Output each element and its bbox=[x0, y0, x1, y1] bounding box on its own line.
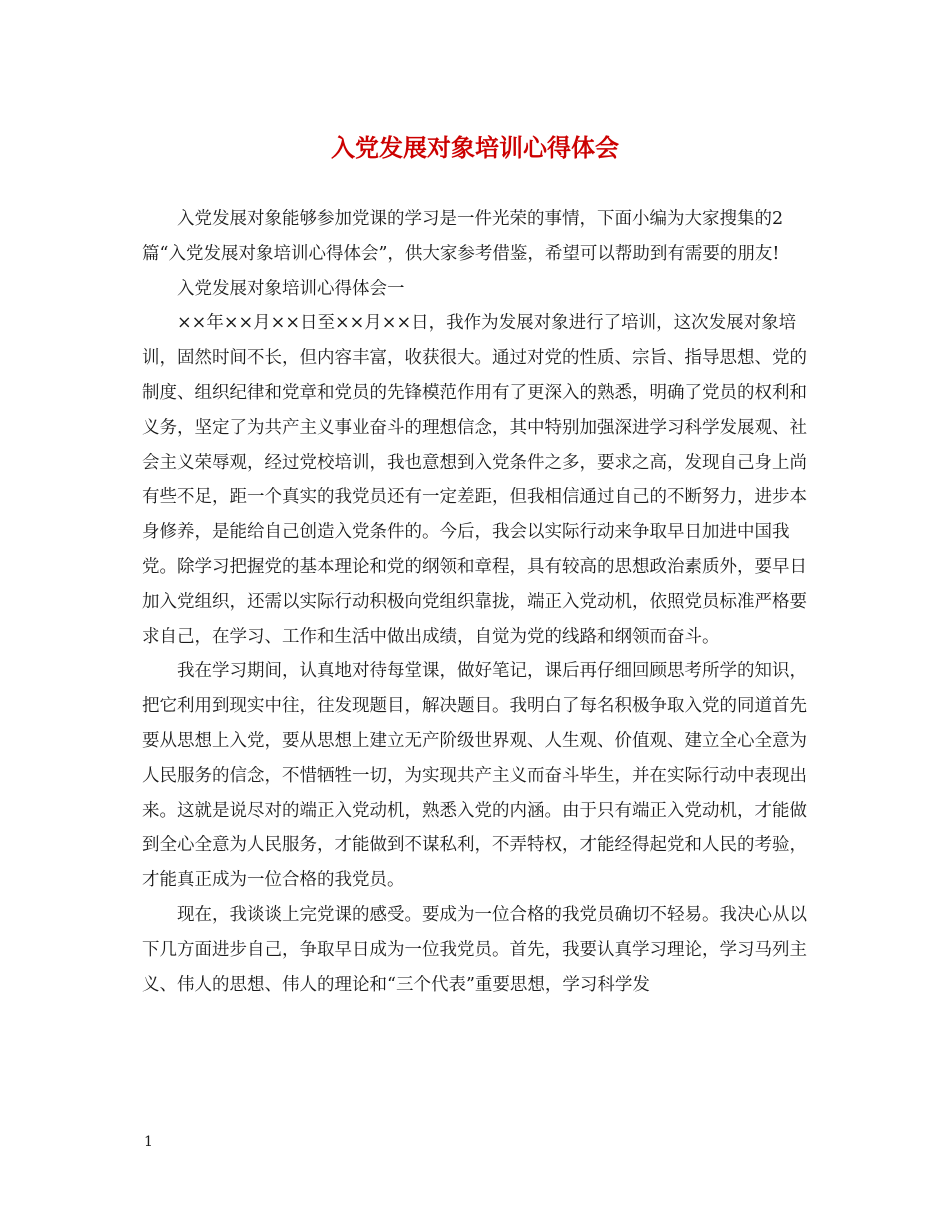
document-body bbox=[142, 202, 820, 1002]
intro-paragraph: 入党发展对象能够参加党课的学习是一件光荣的事情，下面小编为大家搜集的2篇“入党发展对象培训心得体会”，供大家参考借鉴，希望可以帮助到有需要的朋友! bbox=[142, 209, 784, 264]
section-heading: 入党发展对象培训心得体会一 bbox=[177, 278, 405, 299]
body-paragraph: ××年××月××日至××月××日，我作为发展对象进行了培训，这次发展对象培训，固然时间不长，但内容丰富，收获很大。通过对党的性质、宗旨、指导思想、党的制度、组织纪律和党章和党员的先锋模范作用有了更深入的熟悉，明确了党员的权利和义务，坚定了为共产主义事业奋斗的理想信念，其中特别加强深进学习科学发展观、社会主义荣辱观，经过党校培训，我也意想到入党条件之多，要求之高，发现自己身上尚有些不足，距一个真实的我党员还有一定差距，但我相信通过自己的不断努力，进步本身修养，是能给自己创造入党条件的。今后，我会以实际行动来争取早日加进中国我党。除学习把握党的基本理论和党的纲领和章程，具有较高的思想政治素质外，要早日加入党组织，还需以实际行动积极向党组织靠拢，端正入党动机，依照党员标准严格要求自己，在学习、工作和生活中做出成绩，自觉为党的线路和纲领而奋斗。 bbox=[142, 313, 807, 647]
page-number: 1 bbox=[144, 1134, 153, 1150]
body-paragraph: 我在学习期间，认真地对待每堂课，做好笔记，课后再仔细回顾思考所学的知识，把它利用到现实中往，往发现题目，解决题目。我明白了每名积极争取入党的同道首先要从思想上入党，要从思想上建立无产阶级世界观、人生观、价值观、建立全心全意为人民服务的信念，不惜牺牲一切，为实现共产主义而奋斗毕生，并在实际行动中表现出来。这就是说尽对的端正入党动机，熟悉入党的内涵。由于只有端正入党动机，才能做到全心全意为人民服务，才能做到不谋私利，不弄特权，才能经得起党和人民的考验，才能真正成为一位合格的我党员。 bbox=[142, 661, 807, 891]
document-title: 入党发展对象培训心得体会 bbox=[331, 133, 619, 162]
body-paragraph: 现在，我谈谈上完党课的感受。要成为一位合格的我党员确切不轻易。我决心从以下几方面进步自己，争取早日成为一位我党员。首先，我要认真学习理论，学习马列主义、伟人的思想、伟人的理论和“三个代表”重要思想，学习科学发 bbox=[142, 904, 807, 995]
